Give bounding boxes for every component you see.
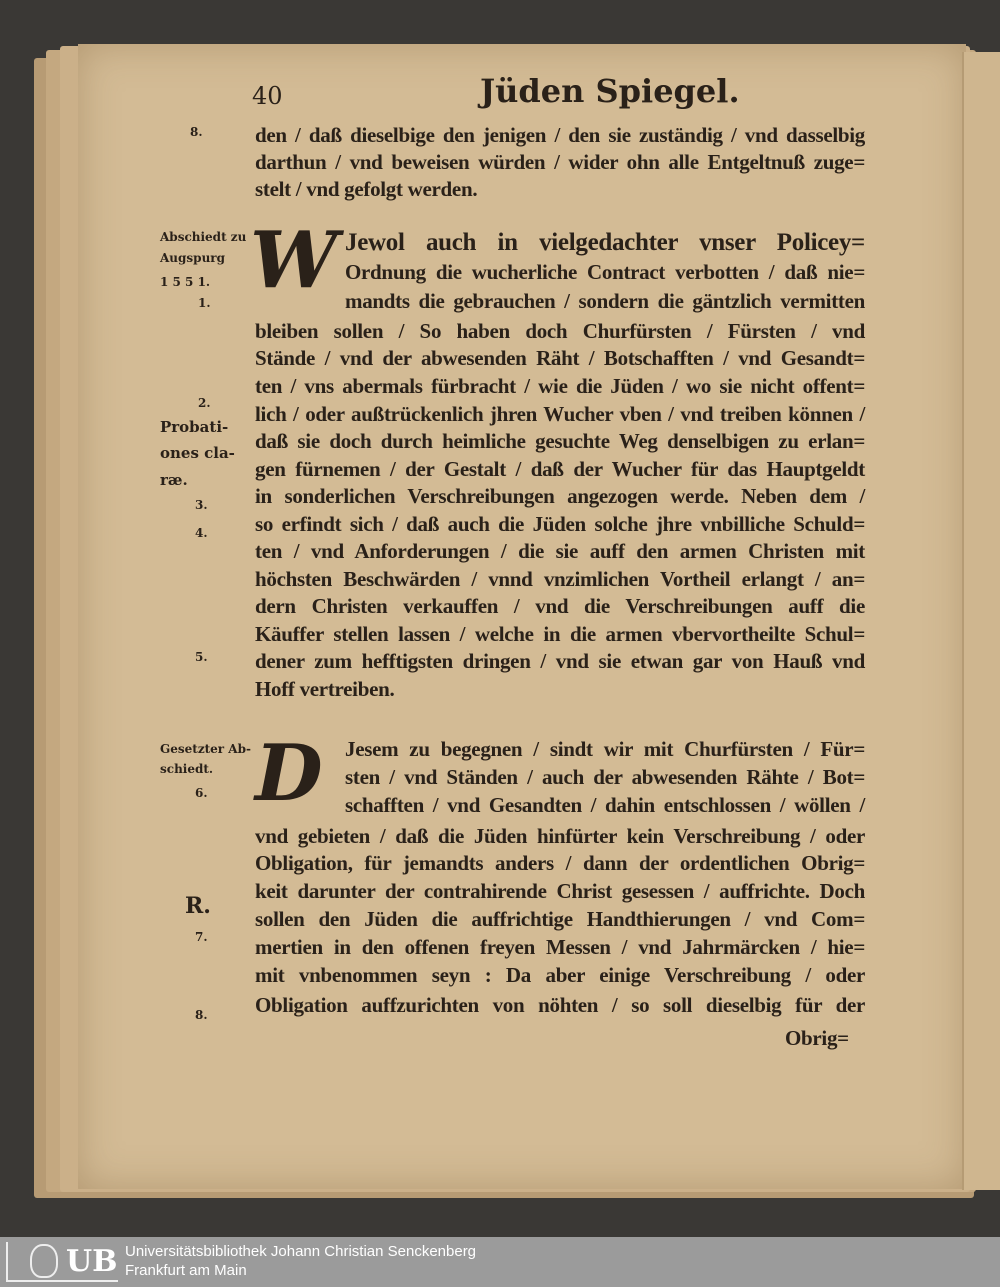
margin-note: 4. <box>195 526 208 540</box>
drop-cap-d: D <box>255 728 323 819</box>
text-line: ten / vns abermals fürbracht / wie die Jüden / wo sie nicht offent= <box>255 374 865 398</box>
text-line: den / daß dieselbige den jenigen / den sie zuständig / vnd dasselbig <box>255 123 865 147</box>
text-line: lich / oder außtrückenlich jhren Wucher vben / vnd treiben können / <box>255 402 865 426</box>
text-line: dener zum hefftigsten dringen / vnd sie etwan gar von Hauß vnd <box>255 649 865 673</box>
margin-note: schiedt. <box>160 762 214 776</box>
text-line: daß sie doch durch heimliche gesuchte Weg denselbigen zu erlan= <box>255 429 865 453</box>
margin-note: Probati- <box>160 418 229 436</box>
margin-note: 7. <box>195 930 208 944</box>
margin-note: 2. <box>198 396 211 410</box>
text-line: schafften / vnd Gesandten / dahin entschlossen / wöllen / <box>345 793 865 817</box>
text-line: gen fürnemen / der Gestalt / daß der Wucher für das Hauptgeldt <box>255 457 865 481</box>
text-line: darthun / vnd beweisen würden / wider ohn alle Entgeltnuß zuge= <box>255 150 865 174</box>
text-line: Jesem zu begegnen / sindt wir mit Churfürsten / Für= <box>345 737 865 761</box>
text-line: Käuffer stellen lassen / welche in die armen vbervortheilte Schul= <box>255 622 865 646</box>
text-line: Stände / vnd der abwesenden Räht / Botschafften / vnd Gesandt= <box>255 346 865 370</box>
text-line: Obligation, für jemandts anders / dann der ordentlichen Obrig= <box>255 851 865 875</box>
text-line: sollen den Jüden die auffrichtige Handthierungen / vnd Com= <box>255 907 865 931</box>
margin-note: ones cla- <box>160 444 235 462</box>
margin-note: Gesetzter Ab- <box>160 742 251 756</box>
text-line: Ordnung die wucherliche Contract verbotten / daß nie= <box>345 260 865 284</box>
text-line: stelt / vnd gefolgt werden. <box>255 177 478 201</box>
margin-note: Abschiedt zu <box>160 230 247 244</box>
text-line: mit vnbenommen seyn : Da aber einige Verschreibung / oder <box>255 963 865 987</box>
library-footer <box>0 1237 1000 1287</box>
text-line: in sonderlichen Verschreibungen angezogen werde. Neben dem / <box>255 484 865 508</box>
text-line: dern Christen verkauffen / vnd die Verschreibungen auff die <box>255 594 865 618</box>
text-line: bleiben sollen / So haben doch Churfürsten / Fürsten / vnd <box>255 319 865 343</box>
margin-note: R. <box>185 893 211 919</box>
text-line: Obrig= <box>785 1026 849 1050</box>
text-line: mertien in den offenen freyen Messen / vnd Jahrmärcken / hie= <box>255 935 865 959</box>
text-line: vnd gebieten / daß die Jüden hinfürter kein Verschreibung / oder <box>255 824 865 848</box>
text-line: Obligation auffzurichten von nöhten / so soll dieselbig für der <box>255 993 865 1017</box>
margin-note: 1. <box>198 296 211 310</box>
drop-cap-w: W <box>250 215 338 306</box>
margin-note: 8. <box>195 1008 208 1022</box>
margin-note: ræ. <box>160 471 188 489</box>
library-name: Universitätsbibliothek Johann Christian Senckenberg <box>125 1243 477 1260</box>
library-city: Frankfurt am Main <box>125 1262 247 1279</box>
text-line: Jewol auch in vielgedachter vnser Policey= <box>345 229 865 256</box>
text-line: Hoff vertreiben. <box>255 677 395 701</box>
running-title: Jüden Spiegel. <box>480 72 740 110</box>
text-line: höchsten Beschwärden / vnnd vnzimlichen Vortheil erlangt / an= <box>255 567 865 591</box>
text-line: keit darunter der contrahirende Christ gesessen / auffrichte. Doch <box>255 879 865 903</box>
margin-note: 6. <box>195 786 208 800</box>
text-line: mandts die gebrauchen / sondern die gäntzlich vermitten <box>345 289 865 313</box>
margin-note: 8. <box>190 125 203 139</box>
page-number: 40 <box>252 82 283 110</box>
text-line: so erfindt sich / daß auch die Jüden solche jhre vnbilliche Schuld= <box>255 512 865 536</box>
margin-note: 3. <box>195 498 208 512</box>
margin-note: 5. <box>195 650 208 664</box>
library-logo: UB <box>6 1242 118 1282</box>
text-line: sten / vnd Ständen / auch der abwesenden Rähte / Bot= <box>345 765 865 789</box>
portrait-icon <box>30 1244 58 1278</box>
text-line: ten / vnd Anforderungen / die sie auff den armen Christen mit <box>255 539 865 563</box>
margin-note: Augspurg <box>160 251 226 265</box>
margin-note: 1 5 5 1. <box>160 275 211 289</box>
